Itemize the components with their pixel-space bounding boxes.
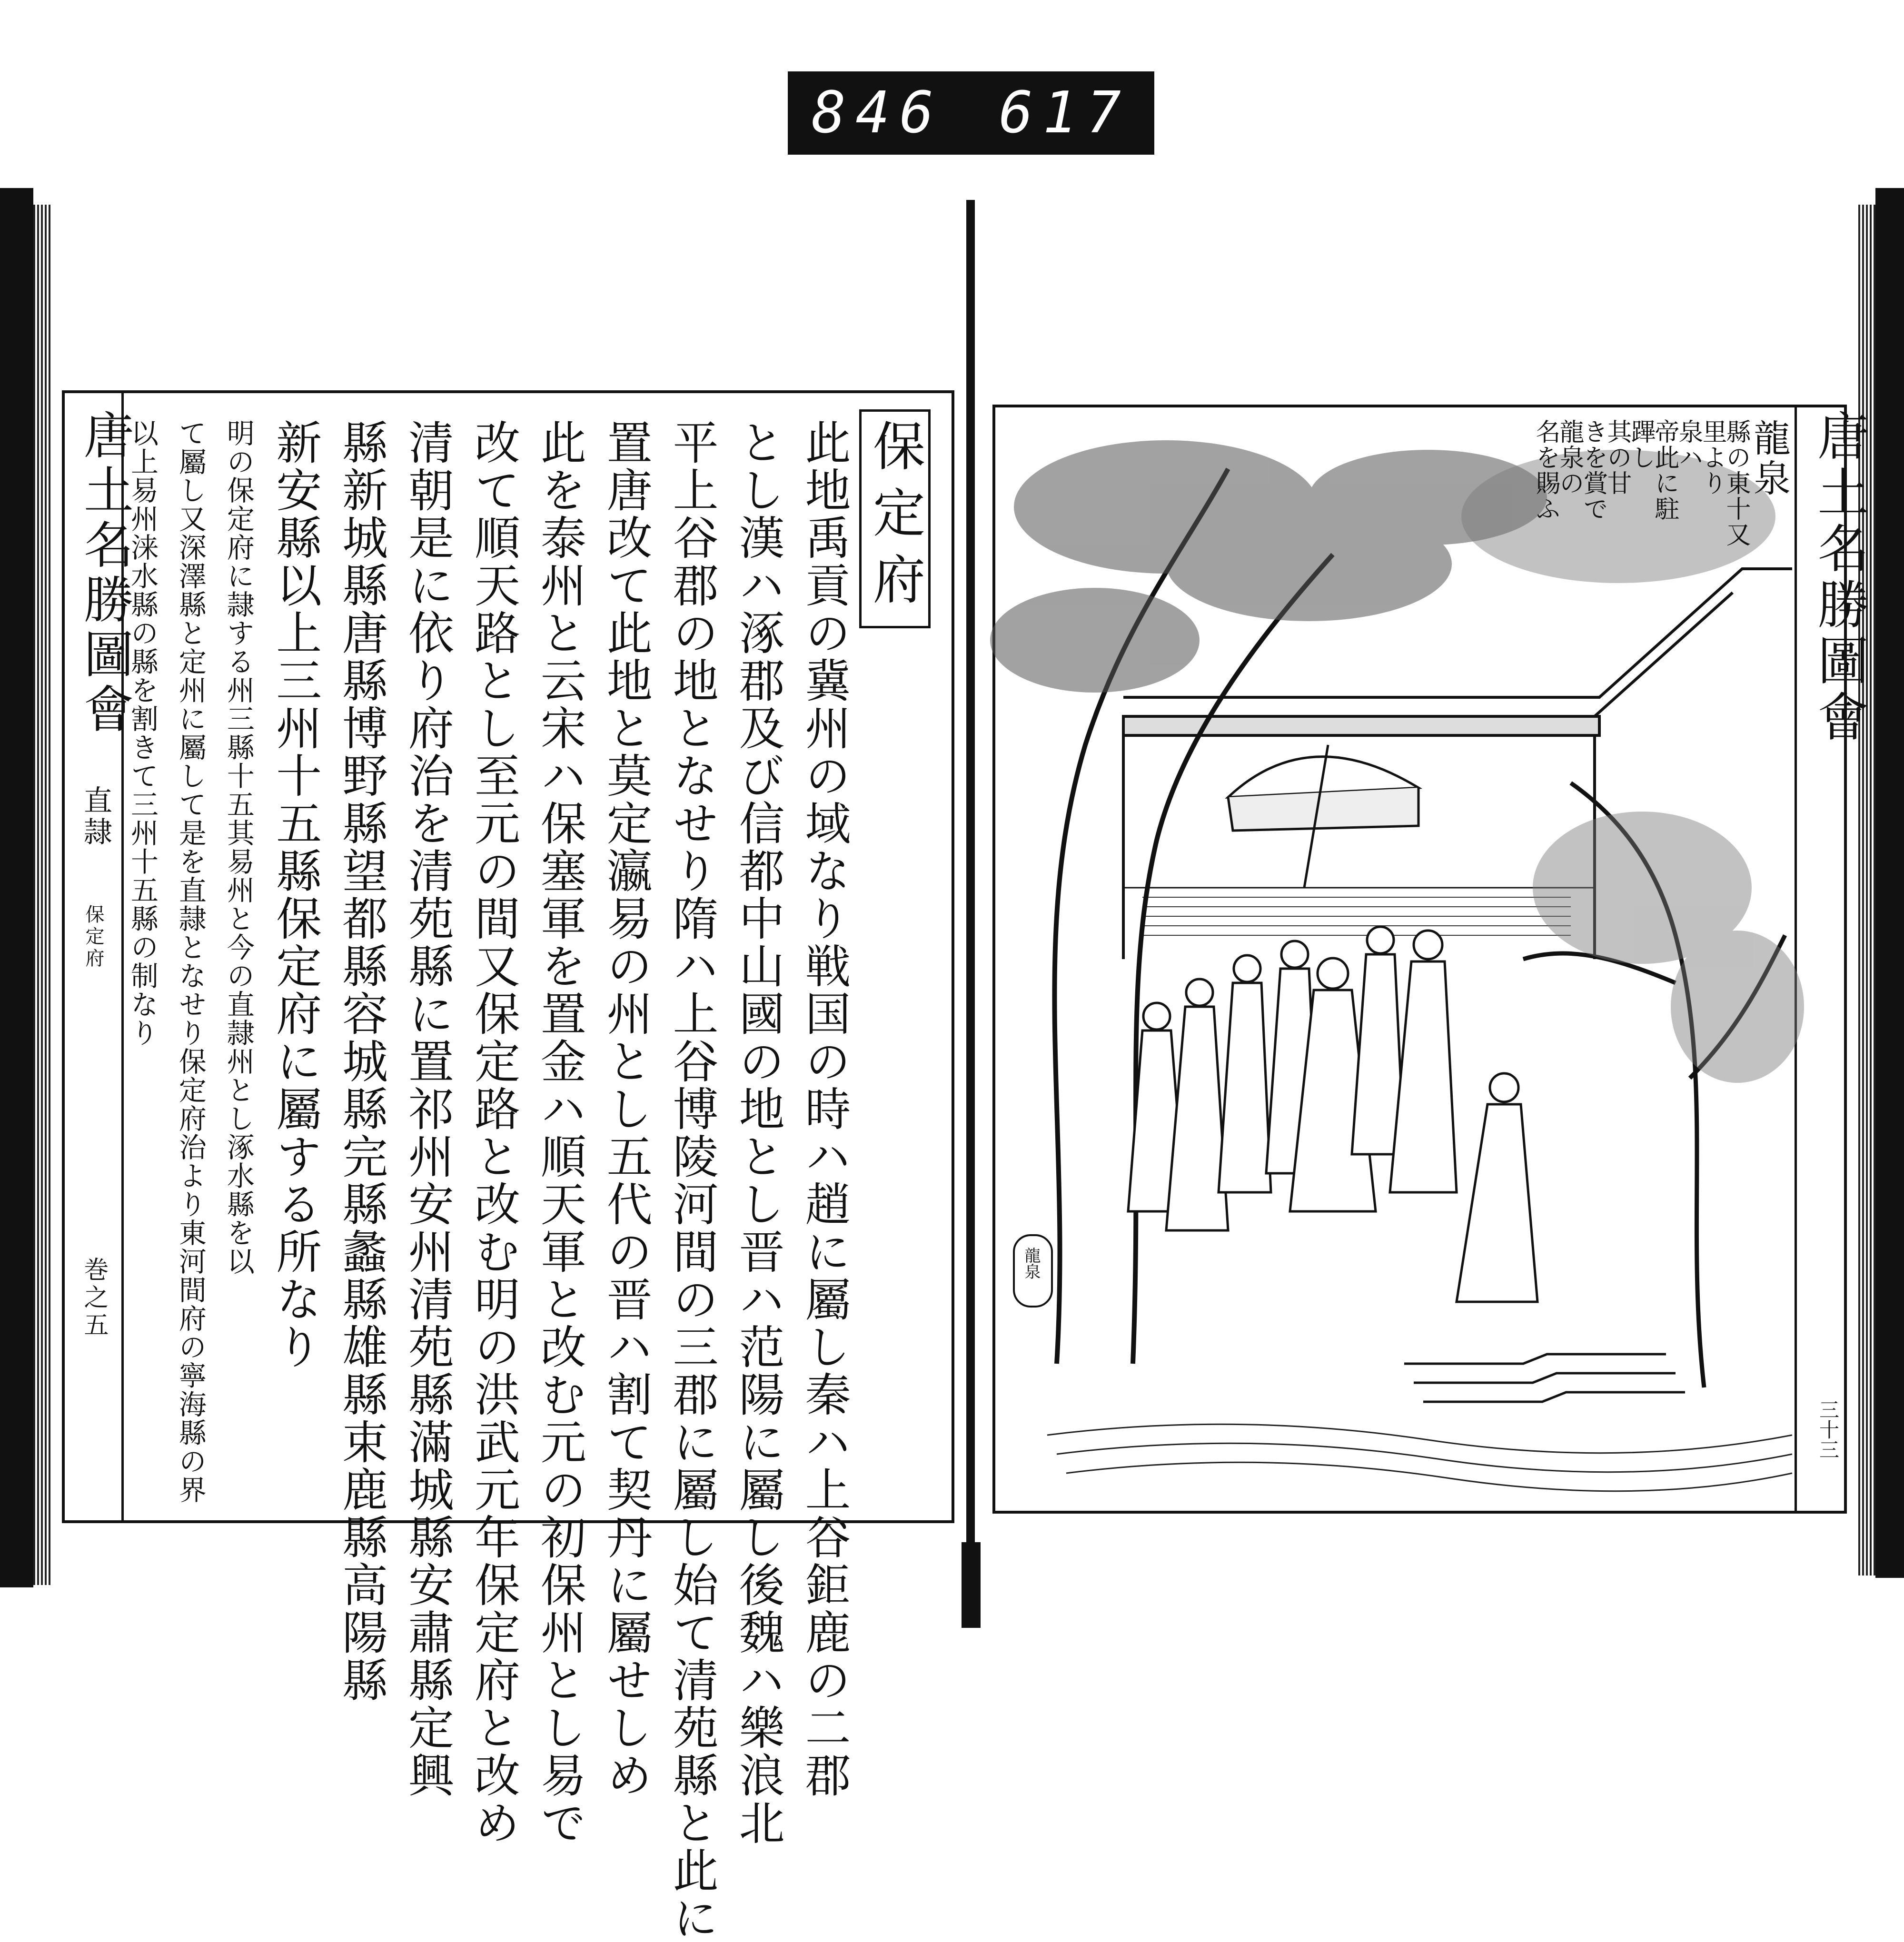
caption-line: 龍泉の bbox=[1555, 419, 1584, 496]
pine-foliage bbox=[990, 440, 1547, 693]
figure-group bbox=[1128, 927, 1537, 1302]
text-column: 此を泰州と云宋ハ保塞軍を置金ハ順天軍と改む元の初保州とし易で bbox=[533, 419, 587, 1847]
book-gutter bbox=[966, 200, 975, 1623]
catalog-number-left: 846 bbox=[812, 80, 943, 146]
woodblock-illustration bbox=[1000, 412, 1792, 1506]
page-stack-left bbox=[33, 205, 52, 1585]
caption-title: 龍泉 bbox=[1747, 419, 1790, 499]
catalog-number-right: 617 bbox=[999, 80, 1130, 146]
caption-line: 其の甘 bbox=[1603, 419, 1631, 496]
text-column: 縣新城縣唐縣博野縣望都縣容城縣完縣蠡縣雄縣束鹿縣高陽縣 bbox=[335, 419, 388, 1704]
left-running-title: 唐土名勝圖會 bbox=[76, 409, 134, 738]
left-section-label: 直隷 bbox=[79, 785, 112, 848]
left-subsection-label: 保定府 bbox=[82, 904, 104, 970]
text-column: 新安縣以上三州十五縣保定府に屬する所なり bbox=[268, 419, 322, 1371]
section-heading-box bbox=[859, 409, 931, 628]
section-heading: 保定府 bbox=[864, 419, 925, 619]
caption-line: 縣の東十又 bbox=[1722, 419, 1750, 547]
body-text bbox=[126, 419, 851, 1942]
parasol bbox=[1228, 745, 1418, 888]
text-column: 此地禹貢の冀州の域なり戦国の時ハ趙に屬し秦ハ上谷鉅鹿の二郡 bbox=[797, 419, 851, 1799]
caption-line: 蹕し bbox=[1626, 419, 1655, 470]
text-column: 置唐改て此地と莫定瀛易の州とし五代の晋ハ割て契丹に屬せしめ bbox=[599, 419, 653, 1799]
gutter-binding bbox=[962, 1542, 981, 1628]
right-running-title: 唐土名勝圖會 bbox=[1809, 409, 1868, 746]
right-page-number: 三十三 bbox=[1816, 1399, 1840, 1459]
caption-line: きを賞で bbox=[1579, 419, 1607, 522]
text-column-annotation: て屬し又深澤縣と定州に屬して是を直隷となせり保定府治より東河間府の寧海縣の界 bbox=[174, 419, 207, 1504]
caption-line: 名を賜ふ bbox=[1531, 419, 1560, 522]
caption-line: 泉ハ bbox=[1674, 419, 1703, 470]
text-column: 清朝是に依り府治を清苑縣に置祁州安州清苑縣滿城縣安肅縣定興 bbox=[401, 419, 455, 1799]
book-edge-left bbox=[0, 188, 33, 1587]
text-column-annotation: 以上易州涞水縣の縣を割きて三州十五縣の制なり bbox=[126, 419, 159, 1047]
stream bbox=[1047, 1424, 1792, 1491]
book-edge-right bbox=[1875, 188, 1904, 1578]
text-column: 平上谷郡の地となせり隋ハ上谷博陵河間の三郡に屬し始て清苑縣と此に bbox=[665, 419, 719, 1942]
seal-text: 龍泉 bbox=[1021, 1247, 1041, 1279]
caption-line: 帝此に駐 bbox=[1650, 419, 1679, 522]
wall-hatching bbox=[1142, 897, 1571, 935]
left-volume-label: 巻之五 bbox=[79, 1257, 108, 1339]
catalog-label-strip bbox=[788, 71, 1154, 155]
stone-steps bbox=[1404, 1354, 1685, 1402]
text-column: 改て順天路とし至元の間又保定路と改む明の洪武元年保定府と改め bbox=[467, 419, 521, 1847]
text-column-annotation: 明の保定府に隷する州三縣十五其易州と今の直隷州とし涿水縣を以 bbox=[222, 419, 255, 1276]
caption-line: 里より bbox=[1698, 419, 1726, 496]
text-column: とし漢ハ涿郡及び信都中山國の地とし晋ハ范陽に屬し後魏ハ樂浪北 bbox=[732, 419, 785, 1847]
